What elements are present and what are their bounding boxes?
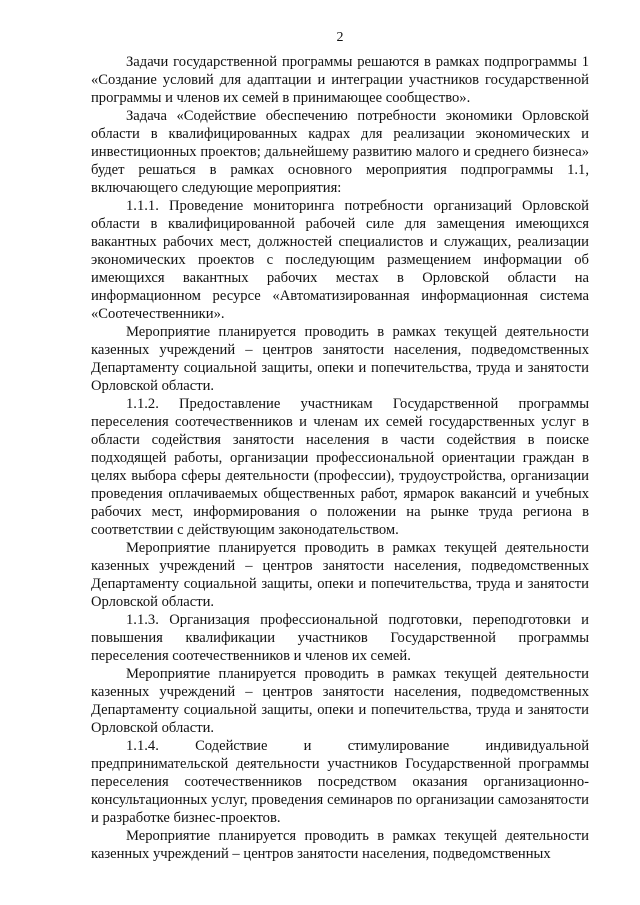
paragraph-measure-1-1-4: 1.1.4. Содействие и стимулирование индивидуальной предпринимательской деятельности участников Государственной программы переселения соотечественников посредством оказания организационно-консультационных услуг, проведения семинаров по организации самозанятости и разработке бизнес-проектов. (91, 738, 589, 826)
paragraph-implementation-note: Мероприятие планируется проводить в рамках текущей деятельности казенных учреждений – центров занятости населения, подведомственных Департаменту социальной защиты, опеки и попечительства, труда и занятости Орловской области. (91, 540, 589, 610)
paragraph-implementation-note: Мероприятие планируется проводить в рамках текущей деятельности казенных учреждений – центров занятости населения, подведомственных Департаменту социальной защиты, опеки и попечительства, труда и занятости Орловской области. (91, 666, 589, 736)
page-number: 2 (336, 30, 344, 45)
paragraph-measure-1-1-1: 1.1.1. Проведение мониторинга потребности организаций Орловской области в квалифицированной рабочей силе для замещения имеющихся вакантных рабочих мест, должностей специалистов и служащих, реализации экономических проектов с последующим размещением информации об имеющихся вакантных рабочих местах в Орловской области на информационном ресурсе «Автоматизированная информационная система «Соотечественники». (91, 198, 589, 322)
paragraph-measure-1-1-2: 1.1.2. Предоставление участникам Государственной программы переселения соотечественников и членам их семей государственных услуг в области содействия занятости населения в части содействия в поиске подходящей работы, организации профессиональной ориентации граждан в целях выбора сферы деятельности (профессии), трудоустройства, организации проведения оплачиваемых общественных работ, ярмарок вакансий и учебных рабочих мест, информирования о положении на рынке труда региона в соответствии с действующим законодательством. (91, 396, 589, 538)
paragraph-measure-1-1-3: 1.1.3. Организация профессиональной подготовки, переподготовки и повышения квалификации участников Государственной программы переселения соотечественников и членов их семей. (91, 612, 589, 664)
paragraph-tasks-intro: Задачи государственной программы решаются в рамках подпрограммы 1 «Создание условий для адаптации и интеграции участников государственной программы и членов их семей в принимающее сообщество». (91, 54, 589, 106)
paragraph-implementation-note: Мероприятие планируется проводить в рамках текущей деятельности казенных учреждений – центров занятости населения, подведомственных Департаменту социальной защиты, опеки и попечительства, труда и занятости Орловской области. (91, 324, 589, 394)
paragraph-task-description: Задача «Содействие обеспечению потребности экономики Орловской области в квалифицированных кадрах для реализации экономических и инвестиционных проектов; дальнейшему развитию малого и среднего бизнеса» будет решаться в рамках основного мероприятия подпрограммы 1.1, включающего следующие мероприятия: (91, 108, 589, 196)
paragraph-implementation-note: Мероприятие планируется проводить в рамках текущей деятельности казенных учреждений – центров занятости населения, подведомственных (91, 828, 589, 862)
